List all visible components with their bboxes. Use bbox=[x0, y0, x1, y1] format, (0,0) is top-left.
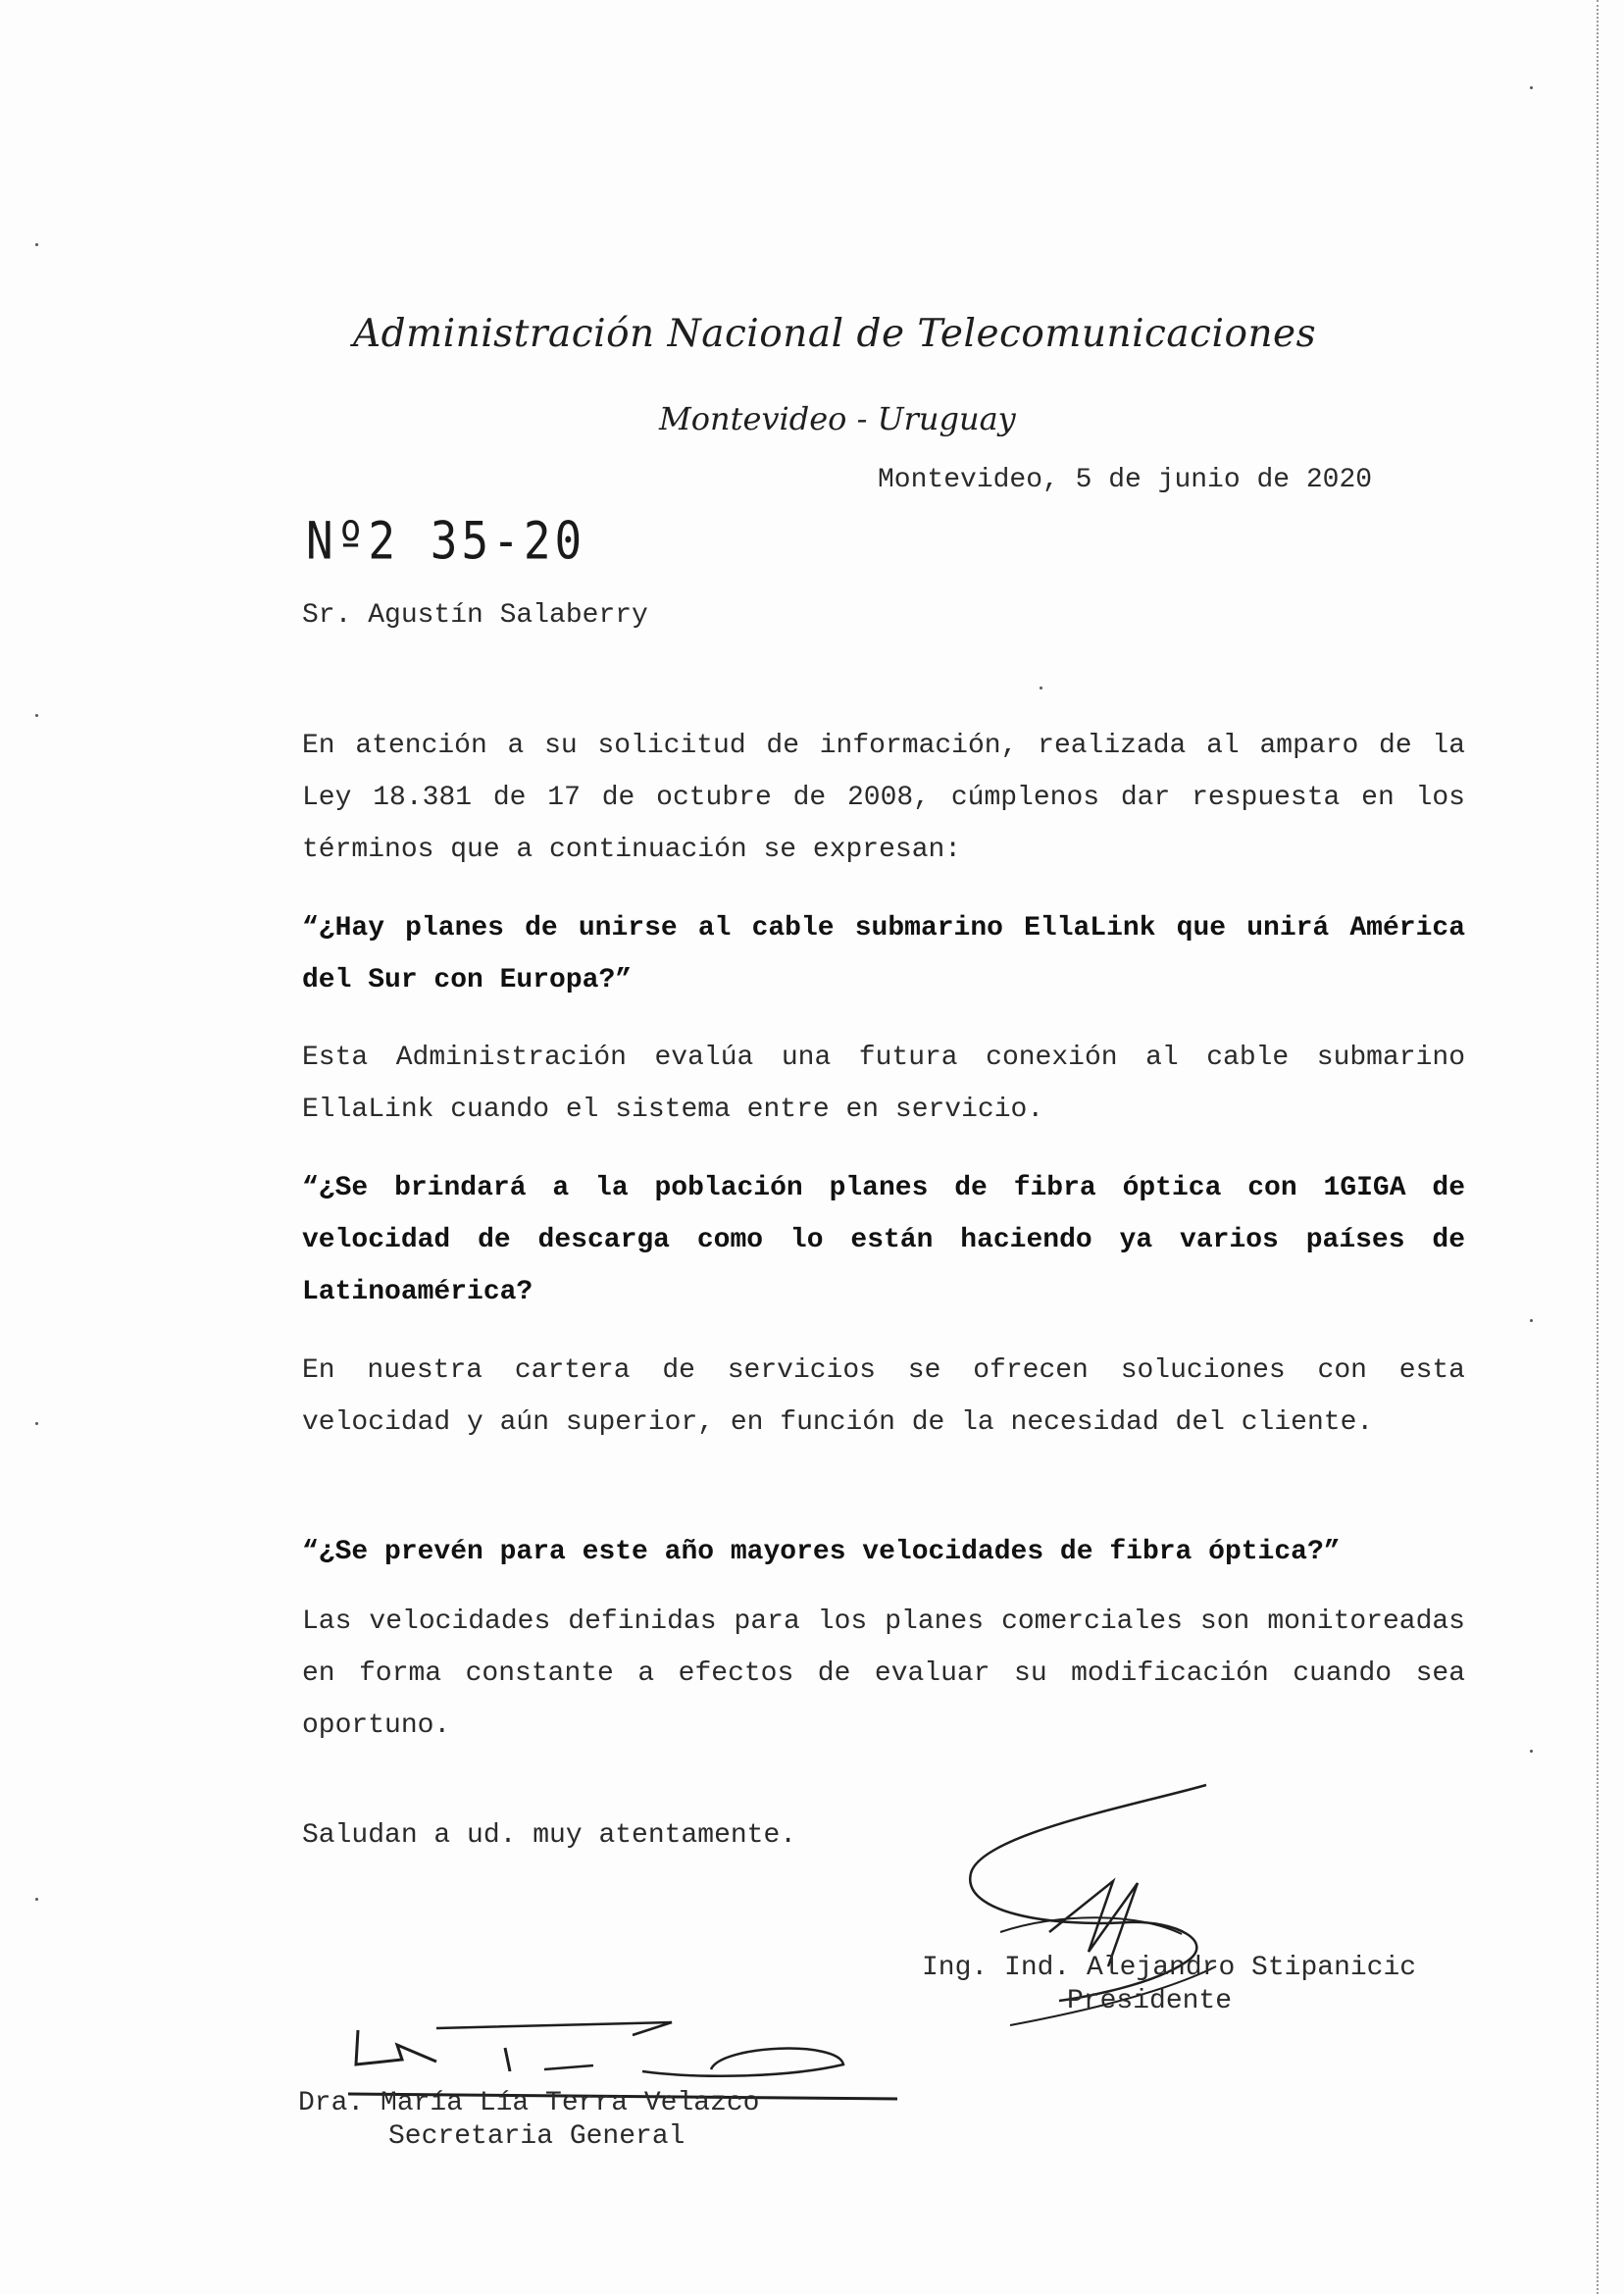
question-1: “¿Hay planes de unirse al cable submarino EllaLink que unirá América del Sur con Europa?” bbox=[302, 913, 1465, 995]
president-signature-block bbox=[922, 1952, 1416, 2018]
answer-2: En nuestra cartera de servicios se ofrecen soluciones con esta velocidad y aún superior, en función de la necesidad del cliente. bbox=[302, 1355, 1465, 1438]
question-2: “¿Se brindará a la población planes de fibra óptica con 1GIGA de velocidad de descarga como lo están haciendo ya varios países de Latinoamérica? bbox=[302, 1173, 1465, 1307]
scan-speck bbox=[1530, 1319, 1533, 1322]
addressee: Sr. Agustín Salaberry bbox=[302, 600, 648, 631]
secretary-signature-block bbox=[298, 2087, 759, 2154]
date-line: Montevideo, 5 de junio de 2020 bbox=[878, 465, 1373, 495]
scan-speck bbox=[35, 243, 38, 246]
scan-speck bbox=[1040, 687, 1042, 689]
secretary-title: Secretaria General bbox=[388, 2121, 685, 2152]
question-3: “¿Se prevén para este año mayores velocidades de fibra óptica?” bbox=[302, 1537, 1341, 1567]
scan-speck bbox=[35, 714, 38, 717]
letterhead-organization: Administración Nacional de Telecomunicaciones bbox=[353, 312, 1317, 356]
scan-speck bbox=[35, 1422, 38, 1425]
closing-line: Saludan a ud. muy atentamente. bbox=[302, 1820, 797, 1851]
intro-paragraph: En atención a su solicitud de información, realizada al amparo de la Ley 18.381 de 17 de octubre de 2008, cúmplenos dar respuesta en los términos que a continuación se expresan: bbox=[302, 731, 1465, 865]
president-title: Presidente bbox=[1067, 1986, 1233, 2016]
answer-1: Esta Administración evalúa una futura conexión al cable submarino EllaLink cuando el sistema entre en servicio. bbox=[302, 1043, 1465, 1125]
document-number: Nº2 35-20 bbox=[306, 510, 586, 572]
letterhead-location: Montevideo - Uruguay bbox=[659, 400, 1016, 437]
secretary-name: Dra. María Lía Terra Velazco bbox=[298, 2088, 760, 2118]
scan-edge bbox=[1597, 0, 1601, 2294]
answer-3: Las velocidades definidas para los planes comerciales son monitoreadas en forma constante a efectos de evaluar su modificación cuando sea oportuno. bbox=[302, 1606, 1465, 1741]
scan-speck bbox=[1530, 1750, 1533, 1753]
scan-speck bbox=[1530, 86, 1533, 89]
president-name: Ing. Ind. Alejandro Stipanicic bbox=[922, 1953, 1417, 1983]
scan-speck bbox=[35, 1898, 38, 1901]
